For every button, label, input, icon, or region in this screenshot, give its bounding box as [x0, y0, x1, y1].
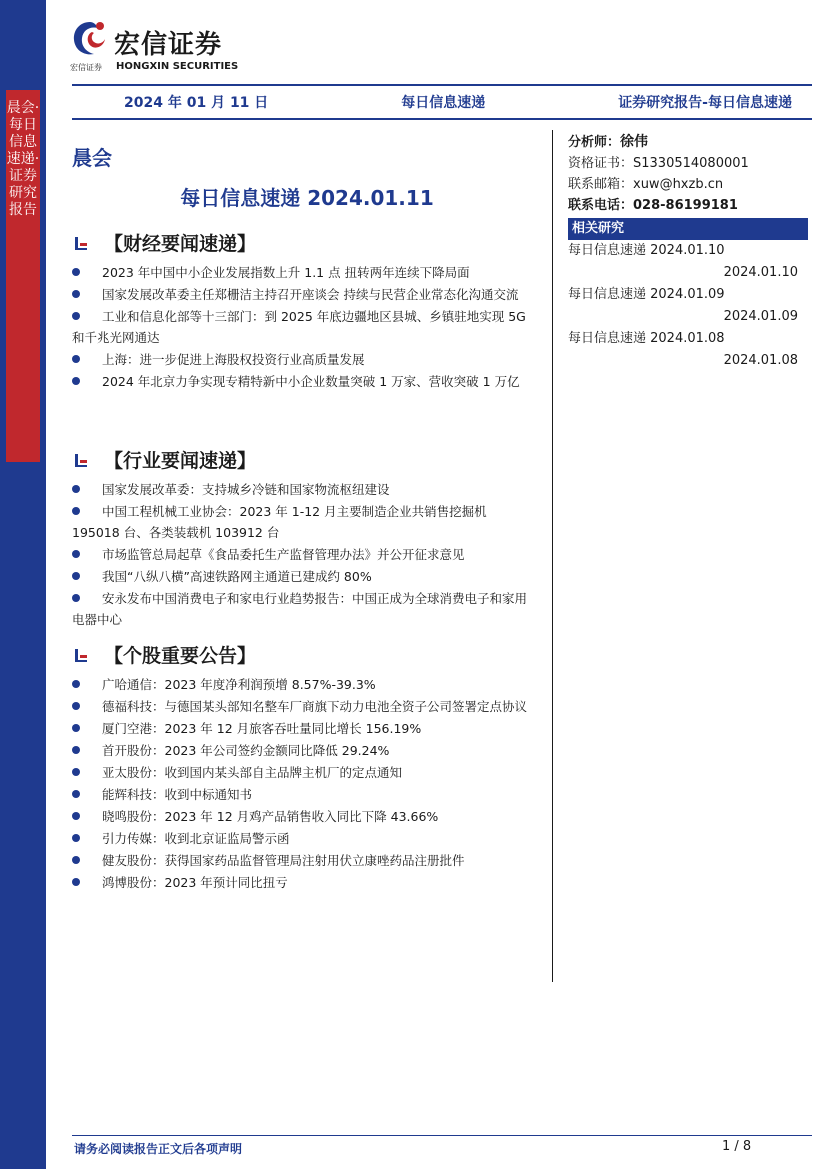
list-item	[72, 872, 534, 893]
footer-disclaimer: 请务必阅读报告正文后各项声明	[74, 1142, 243, 1156]
news-list-industry	[72, 479, 534, 631]
section-heading-stocks	[72, 641, 256, 668]
bullet-icon	[72, 268, 80, 276]
list-item	[72, 674, 534, 695]
bullet-icon	[72, 355, 80, 363]
bullet-icon	[72, 724, 80, 732]
section-heading-industry	[72, 446, 256, 473]
related-item[interactable]	[568, 284, 808, 328]
list-item	[72, 850, 534, 871]
logo-name-cn: 宏信证券	[114, 30, 223, 60]
bullet-icon	[72, 834, 80, 842]
related-item-title: 每日信息速递 2024.01.10	[568, 243, 725, 258]
list-item	[72, 588, 534, 630]
footer-rule	[72, 1135, 812, 1136]
related-item-date: 2024.01.08	[723, 353, 798, 368]
list-item	[72, 262, 534, 283]
bullet-icon	[72, 290, 80, 298]
list-item	[72, 740, 534, 761]
report-series: 每日信息速递	[401, 95, 486, 111]
logo-name-en: HONGXIN SECURITIES	[116, 61, 239, 72]
bullet-icon	[72, 594, 80, 602]
related-item-title: 每日信息速递 2024.01.09	[568, 287, 725, 302]
list-item	[72, 784, 534, 805]
related-item[interactable]	[568, 328, 808, 372]
section-marker-icon	[72, 234, 90, 252]
list-item-text: 首开股份：2023 年公司签约金额同比降低 29.24%	[102, 743, 390, 758]
bullet-icon	[72, 746, 80, 754]
page-number: 1 / 8	[722, 1139, 752, 1154]
bullet-icon	[72, 878, 80, 886]
bullet-icon	[72, 812, 80, 820]
list-item	[72, 371, 534, 392]
list-item	[72, 566, 534, 587]
list-item-text: 工业和信息化部等十三部门：到 2025 年底边疆地区县城、乡镇驻地实现 5G 和千兆光网通达	[72, 309, 526, 345]
bullet-icon	[72, 377, 80, 385]
list-item-text: 上海：进一步促进上海股权投资行业高质量发展	[102, 352, 365, 367]
list-item-text: 引力传媒：收到北京证监局警示函	[102, 831, 290, 846]
bullet-icon	[72, 550, 80, 558]
list-item	[72, 696, 534, 717]
logo-swirl-icon	[70, 18, 110, 60]
list-item-text: 安永发布中国消费电子和家电行业趋势报告：中国正成为全球消费电子和家用电器中心	[72, 591, 528, 627]
list-item	[72, 284, 534, 305]
bullet-icon	[72, 572, 80, 580]
list-item-text: 我国“八纵八横”高速铁路网主通道已建成约 80%	[102, 569, 372, 584]
analyst-cert: 资格证书：S1330514080001	[568, 156, 749, 171]
column-divider	[552, 130, 553, 982]
section-heading-text: 【财经要闻速递】	[104, 233, 257, 255]
sidebar-text: 晨会·每日信息速递·证券研究报告	[6, 100, 40, 218]
analyst-name: 徐伟	[620, 134, 649, 150]
list-item-text: 市场监管总局起草《食品委托生产监督管理办法》并公开征求意见	[102, 547, 465, 562]
list-item	[72, 806, 534, 827]
list-item-text: 厦门空港：2023 年 12 月旅客吞吐量同比增长 156.19%	[102, 721, 422, 736]
list-item-text: 亚太股份：收到国内某头部自主品牌主机厂的定点通知	[102, 765, 403, 780]
list-item-text: 能辉科技：收到中标通知书	[102, 787, 253, 802]
list-item-text: 德福科技：与德国某头部知名整车厂商旗下动力电池全资子公司签署定点协议	[102, 699, 528, 714]
related-item-date: 2024.01.09	[723, 309, 798, 324]
bullet-icon	[72, 312, 80, 320]
company-logo	[70, 18, 270, 74]
header-band	[72, 84, 812, 120]
bullet-icon	[72, 856, 80, 864]
right-column	[568, 132, 808, 372]
list-item-text: 国家发展改革委：支持城乡冷链和国家物流枢纽建设	[102, 482, 390, 497]
list-item-text: 广哈通信：2023 年度净利润预增 8.57%-39.3%	[102, 677, 376, 692]
list-item-text: 晓鸣股份：2023 年 12 月鸡产品销售收入同比下降 43.66%	[102, 809, 439, 824]
bullet-icon	[72, 485, 80, 493]
list-item	[72, 479, 534, 500]
analyst-label: 分析师：	[568, 135, 621, 150]
report-type: 证券研究报告-每日信息速递	[618, 95, 792, 111]
news-list-stocks	[72, 674, 534, 894]
analyst-row	[568, 132, 808, 153]
bullet-icon	[72, 680, 80, 688]
list-item-text: 2024 年北京力争实现专精特新中小企业数量突破 1 万家、营收突破 1 万亿	[102, 374, 520, 389]
list-item	[72, 501, 534, 543]
related-research-heading: 相关研究	[568, 218, 808, 240]
list-item	[72, 828, 534, 849]
related-item[interactable]	[568, 240, 808, 284]
list-item-text: 中国工程机械工业协会：2023 年 1-12 月主要制造企业共销售挖掘机 195018 台、各类装载机 103912 台	[72, 504, 487, 540]
list-item	[72, 544, 534, 565]
analyst-email[interactable]: 联系邮箱：xuw@hxzb.cn	[568, 177, 724, 192]
list-item-text: 健友股份：获得国家药品监督管理局注射用伏立康唑药品注册批件	[102, 853, 465, 868]
bullet-icon	[72, 702, 80, 710]
section-marker-icon	[72, 451, 90, 469]
section-label: 晨会	[72, 146, 112, 170]
list-item	[72, 718, 534, 739]
list-item	[72, 762, 534, 783]
bullet-icon	[72, 768, 80, 776]
bullet-icon	[72, 507, 80, 515]
list-item-text: 2023 年中国中小企业发展指数上升 1.1 点 扭转两年连续下降局面	[102, 265, 470, 280]
section-heading-text: 【个股重要公告】	[104, 645, 257, 667]
page-title: 每日信息速递 2024.01.11	[180, 186, 434, 210]
list-item	[72, 349, 534, 370]
logo-small-cn: 宏信证券	[70, 63, 102, 72]
list-item	[72, 306, 534, 348]
related-item-title: 每日信息速递 2024.01.08	[568, 331, 725, 346]
analyst-phone: 联系电话：028-86199181	[568, 198, 738, 213]
news-list-finance	[72, 262, 534, 393]
section-marker-icon	[72, 646, 90, 664]
section-heading-text: 【行业要闻速递】	[104, 450, 257, 472]
list-item-text: 鸿博股份：2023 年预计同比扭亏	[102, 875, 288, 890]
list-item-text: 国家发展改革委主任郑栅洁主持召开座谈会 持续与民营企业常态化沟通交流	[102, 287, 519, 302]
related-item-date: 2024.01.10	[723, 265, 798, 280]
report-date: 2024 年 01 月 11 日	[124, 95, 269, 111]
section-heading-finance	[72, 229, 256, 256]
bullet-icon	[72, 790, 80, 798]
